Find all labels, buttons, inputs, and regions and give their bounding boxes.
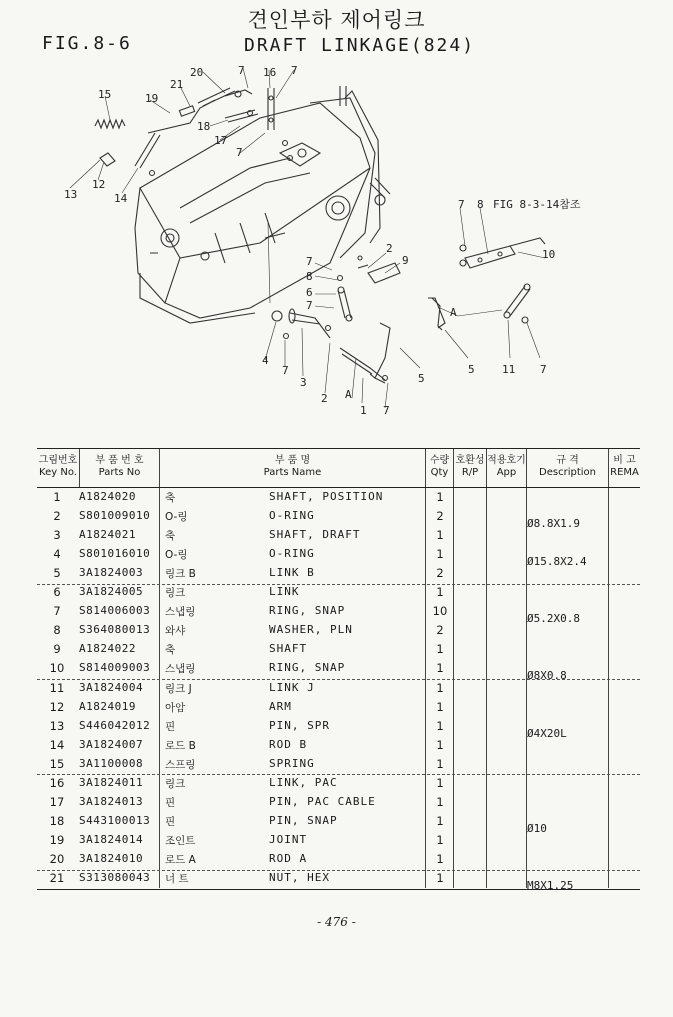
callout: 10: [542, 248, 556, 261]
quantity: 1: [436, 585, 444, 600]
part-name-korean: 축: [165, 492, 176, 504]
quantity: 2: [436, 566, 444, 581]
quantity: 1: [436, 737, 444, 752]
title-english: DRAFT LINKAGE(824): [244, 35, 476, 56]
callout: 17: [214, 134, 228, 147]
header-description: 규 격 Description: [526, 449, 608, 487]
part-number: S814009003: [79, 661, 151, 675]
table-row: [37, 640, 640, 660]
part-name-english: PIN, SPR: [269, 718, 330, 732]
callout: 6: [306, 286, 313, 299]
table-row: [37, 793, 640, 813]
header-parts-no: 부 품 번 호 Parts No: [79, 449, 159, 487]
part-name-korean: 링크 B: [165, 568, 196, 581]
callout: 2: [321, 392, 328, 405]
table-row: [37, 717, 640, 740]
part-name-korean: 너 트: [165, 873, 189, 885]
table-row: [37, 526, 640, 546]
part-name-korean: 스프링: [165, 758, 196, 771]
part-name-korean: 축: [165, 530, 176, 543]
part-name-korean: 축: [165, 644, 176, 657]
part-name-english: ROD A: [269, 851, 308, 865]
callout: 4: [262, 354, 269, 367]
quantity: 1: [436, 813, 444, 828]
callout: 13: [64, 188, 78, 201]
table-row: [37, 736, 640, 756]
description: M8X1.25: [527, 879, 574, 892]
table-row: [37, 679, 640, 699]
callout: 18: [197, 120, 211, 133]
callout: 20: [190, 66, 204, 79]
key-no: 5: [53, 566, 61, 581]
part-number: 3A1824013: [79, 794, 144, 808]
key-no: 6: [53, 585, 61, 600]
callout: 14: [114, 192, 128, 205]
callout: 7: [540, 363, 547, 376]
callout: 11: [502, 363, 516, 376]
part-number: A1824020: [79, 490, 136, 503]
key-no: 16: [49, 775, 65, 790]
header-qty: 수량 Qty: [425, 449, 453, 487]
key-no: 18: [49, 813, 65, 828]
table-row: [37, 755, 640, 776]
table-row: [37, 869, 640, 890]
callout: 7: [282, 364, 289, 377]
part-name-english: RING, SNAP: [269, 604, 346, 618]
table-row: [37, 488, 640, 508]
part-name-english: LINK J: [269, 680, 315, 694]
part-name-korean: 링크: [165, 777, 186, 790]
part-name-korean: 조인트: [165, 834, 196, 847]
key-no: 3: [53, 528, 61, 543]
part-number: 3A1824011: [79, 775, 144, 789]
part-number: S313080043: [79, 871, 151, 884]
leader-lines: [70, 68, 545, 408]
key-no: 13: [49, 718, 65, 733]
part-number: A1824021: [79, 528, 136, 542]
part-name-english: SHAFT, POSITION: [269, 490, 384, 503]
figure-number: FIG.8-6: [42, 33, 132, 54]
part-name-english: WASHER, PLN: [269, 623, 353, 637]
key-no: 7: [53, 604, 61, 619]
key-no: 17: [49, 794, 65, 809]
part-number: 3A1824014: [79, 832, 144, 846]
quantity: 1: [436, 851, 444, 866]
part-name-korean: 링크 J: [165, 682, 192, 695]
quantity: 1: [436, 775, 444, 790]
part-name-korean: 핀: [165, 796, 176, 809]
key-no: 19: [49, 832, 65, 847]
part-number: 3A1824007: [79, 737, 144, 751]
description: Ø15.8X2.4: [527, 555, 587, 569]
table-row: [37, 659, 640, 683]
quantity: 1: [436, 547, 444, 562]
header-remarks: 비 고 REMA: [608, 449, 640, 487]
table-row: [37, 564, 640, 585]
callout: 7: [306, 255, 313, 268]
quantity: 2: [436, 623, 444, 638]
description: Ø10: [527, 821, 547, 835]
callout: 7: [291, 64, 298, 77]
part-name-english: PIN, SNAP: [269, 813, 338, 827]
part-name-english: JOINT: [269, 832, 308, 846]
part-number: S801009010: [79, 509, 151, 523]
linkage-parts: [95, 88, 545, 383]
key-no: 15: [49, 756, 65, 771]
part-name-korean: 와샤: [165, 625, 186, 638]
part-name-english: SHAFT: [269, 642, 308, 656]
callout: 12: [92, 178, 106, 191]
table-row: [37, 831, 640, 851]
page-number: - 476 -: [317, 915, 356, 929]
part-name-english: NUT, HEX: [269, 871, 330, 884]
part-number: 3A1100008: [79, 756, 144, 770]
part-name-english: LINK, PAC: [269, 775, 338, 789]
quantity: 10: [432, 604, 448, 619]
table-row: [37, 850, 640, 871]
part-name-korean: 로드 B: [165, 739, 196, 752]
parts-table: [37, 448, 640, 892]
part-name-korean: 스냅링: [165, 606, 196, 619]
part-number: S801016010: [79, 547, 151, 561]
callout: FIG 8-3-14참조: [493, 198, 581, 211]
quantity: 1: [436, 642, 444, 657]
table-row: [37, 698, 640, 718]
callout: 5: [468, 363, 475, 376]
part-number: S364080013: [79, 623, 151, 637]
table-row: [37, 621, 640, 641]
quantity: 1: [436, 699, 444, 714]
key-no: 14: [49, 737, 65, 752]
callout: 7: [236, 146, 243, 159]
part-name-english: ROD B: [269, 737, 308, 751]
part-number: A1824019: [79, 699, 136, 713]
table-row: [37, 507, 640, 531]
quantity: 1: [436, 661, 444, 676]
part-name-english: SHAFT, DRAFT: [269, 528, 361, 542]
callout: 15: [98, 88, 112, 101]
key-no: 1: [53, 490, 61, 504]
key-no: 9: [53, 642, 61, 657]
callout: 8: [477, 198, 484, 211]
part-name-english: O-RING: [269, 509, 315, 523]
table-header: [37, 448, 640, 488]
key-no: 21: [49, 871, 65, 885]
callout: A: [345, 388, 352, 401]
description: Ø4X20L: [527, 726, 567, 740]
callout: 1: [360, 404, 367, 417]
callout: A: [450, 306, 457, 319]
description: Ø8X0.8: [527, 669, 567, 683]
part-name-korean: O-링: [165, 511, 188, 524]
callout: 16: [263, 66, 277, 79]
key-no: 20: [49, 851, 65, 866]
callout: 2: [386, 242, 393, 255]
description: Ø8.8X1.9: [527, 517, 580, 531]
quantity: 1: [436, 794, 444, 809]
title-korean: 견인부하 제어링크: [247, 8, 426, 32]
quantity: 1: [436, 718, 444, 733]
quantity: 2: [436, 509, 444, 524]
quantity: 1: [436, 832, 444, 847]
part-name-english: O-RING: [269, 547, 315, 561]
part-name-korean: 아암: [165, 701, 186, 714]
part-number: S814006003: [79, 604, 151, 618]
quantity: 1: [436, 528, 444, 543]
callout: 9: [402, 254, 409, 267]
part-number: 3A1824004: [79, 680, 144, 694]
callout: 3: [300, 376, 307, 389]
table-row: [37, 812, 640, 835]
part-name-english: PIN, PAC CABLE: [269, 794, 376, 808]
part-name-korean: O-링: [165, 549, 188, 562]
housing-drawing: [135, 86, 390, 323]
part-name-korean: 링크: [165, 587, 186, 600]
quantity: 1: [436, 680, 444, 695]
callout: 7: [458, 198, 465, 211]
part-name-english: LINK B: [269, 566, 315, 580]
part-number: S443100013: [79, 813, 151, 827]
part-number: 3A1824010: [79, 851, 144, 865]
quantity: 1: [436, 756, 444, 771]
table-row: [37, 774, 640, 794]
callout: 19: [145, 92, 159, 105]
header-rp: 호환성 R/P: [453, 449, 486, 487]
callout: 8: [306, 270, 313, 283]
header-parts-name: 부 품 명 Parts Name: [159, 449, 425, 487]
key-no: 4: [53, 547, 61, 562]
key-no: 8: [53, 623, 61, 638]
part-name-english: LINK: [269, 585, 300, 599]
callout: 5: [418, 372, 425, 385]
table-row: [37, 602, 640, 626]
part-name-english: SPRING: [269, 756, 315, 770]
table-row: [37, 545, 640, 569]
part-number: 3A1824005: [79, 585, 144, 599]
quantity: 1: [436, 871, 444, 885]
callout: 7: [238, 64, 245, 77]
description: Ø5.2X0.8: [527, 612, 580, 626]
key-no: 10: [49, 661, 65, 676]
part-number: 3A1824003: [79, 566, 144, 580]
key-no: 2: [53, 509, 61, 524]
part-name-korean: 로드 A: [165, 853, 196, 866]
header-key: 그림번호 Key No.: [38, 455, 78, 478]
quantity: 1: [436, 490, 444, 504]
key-no: 12: [49, 699, 65, 714]
part-name-korean: 스냅링: [165, 663, 196, 676]
part-name-korean: 핀: [165, 720, 176, 733]
part-name-english: ARM: [269, 699, 292, 713]
callout: 7: [306, 299, 313, 312]
part-name-english: RING, SNAP: [269, 661, 346, 675]
table-body: [37, 488, 640, 892]
part-name-korean: 핀: [165, 815, 176, 828]
header-app: 적용호기 App: [486, 449, 526, 487]
exploded-diagram: [40, 58, 640, 428]
callout: 7: [383, 404, 390, 417]
table-row: [37, 583, 640, 603]
callout: 21: [170, 78, 184, 91]
part-number: A1824022: [79, 642, 136, 656]
callout-labels: [64, 64, 581, 417]
key-no: 11: [49, 680, 65, 695]
part-number: S446042012: [79, 718, 151, 732]
